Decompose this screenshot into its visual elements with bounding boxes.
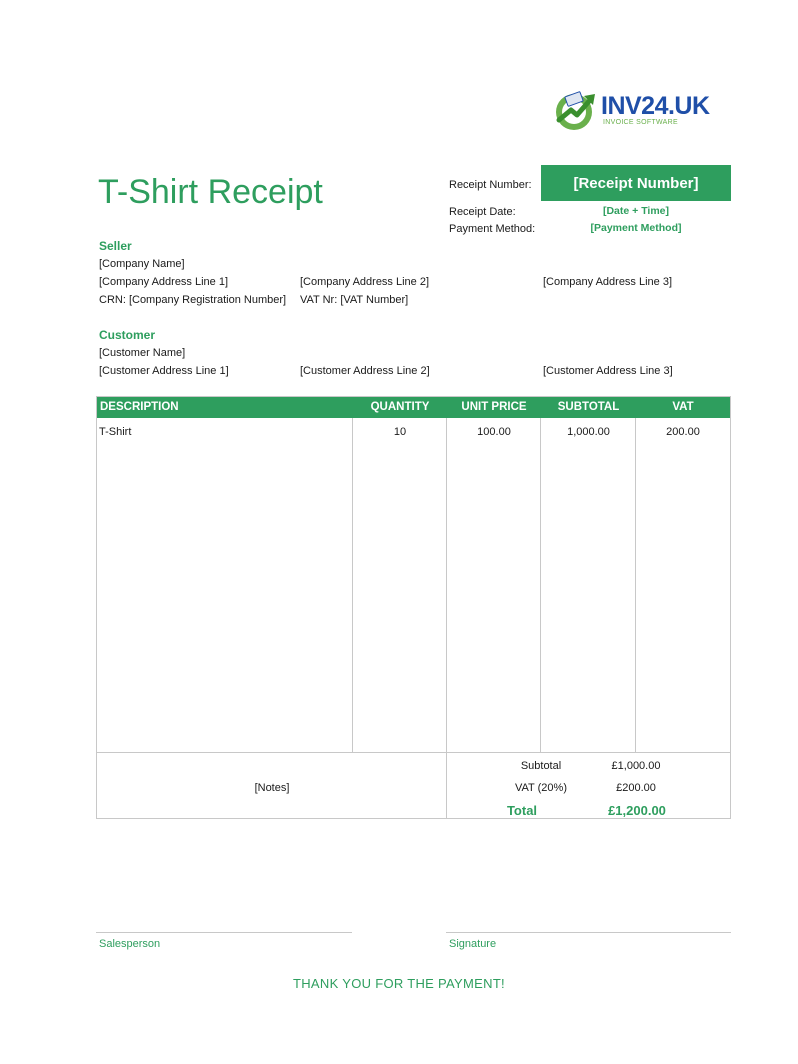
column-divider	[540, 418, 541, 752]
logo-name: INV24.UK	[601, 92, 710, 120]
customer-address-line-2: [Customer Address Line 2]	[300, 365, 430, 377]
row-vat: 200.00	[666, 426, 700, 438]
column-divider	[446, 418, 447, 818]
salesperson-label: Salesperson	[99, 938, 161, 950]
page-title: T-Shirt Receipt	[98, 173, 323, 211]
payment-method-label: Payment Method:	[449, 223, 536, 235]
seller-company-name: [Company Name]	[99, 258, 185, 270]
signature-label: Signature	[449, 938, 497, 950]
header-quantity: QUANTITY	[370, 401, 430, 413]
receipt-number-label: Receipt Number:	[449, 179, 532, 191]
seller-crn: CRN: [Company Registration Number]	[99, 294, 287, 306]
seller-vat-number: VAT Nr: [VAT Number]	[300, 294, 409, 306]
header-description: DESCRIPTION	[100, 401, 179, 413]
thank-you-message: THANK YOU FOR THE PAYMENT!	[293, 976, 505, 991]
seller-address-line-2: [Company Address Line 2]	[300, 276, 430, 288]
table-header	[97, 397, 730, 418]
company-logo	[553, 88, 710, 134]
row-unit-price: 100.00	[477, 426, 511, 438]
subtotal-label: Subtotal	[520, 760, 562, 772]
customer-heading: Customer	[99, 328, 156, 342]
payment-method-value: [Payment Method]	[590, 222, 682, 234]
total-value: £1,200.00	[608, 803, 666, 818]
total-label: Total	[506, 803, 538, 818]
column-divider	[352, 418, 353, 752]
signature-line	[446, 932, 731, 933]
seller-address-line-3: [Company Address Line 3]	[543, 276, 673, 288]
seller-heading: Seller	[99, 239, 132, 253]
column-divider	[635, 418, 636, 752]
receipt-date-label: Receipt Date:	[449, 206, 516, 218]
header-unit-price: UNIT PRICE	[461, 401, 527, 413]
row-description: T-Shirt	[99, 426, 132, 438]
receipt-number-value: [Receipt Number]	[541, 165, 731, 201]
items-table	[96, 396, 731, 819]
customer-address-line-3: [Customer Address Line 3]	[543, 365, 673, 377]
header-vat: VAT	[672, 401, 694, 413]
seller-address-line-1: [Company Address Line 1]	[99, 276, 229, 288]
notes-text: [Notes]	[254, 782, 290, 794]
salesperson-line	[96, 932, 352, 933]
logo-arrow-icon	[553, 90, 599, 132]
vat-label: VAT (20%)	[515, 782, 567, 794]
logo-tagline: INVOICE SOFTWARE	[603, 119, 678, 126]
row-subtotal: 1,000.00	[567, 426, 610, 438]
row-quantity: 10	[393, 426, 407, 438]
subtotal-value: £1,000.00	[611, 760, 661, 772]
customer-address-line-1: [Customer Address Line 1]	[99, 365, 229, 377]
header-subtotal: SUBTOTAL	[557, 401, 620, 413]
vat-value: £200.00	[616, 782, 656, 794]
customer-name: [Customer Name]	[99, 347, 186, 359]
row-divider	[97, 752, 730, 753]
receipt-date-value: [Date + Time]	[602, 205, 670, 217]
